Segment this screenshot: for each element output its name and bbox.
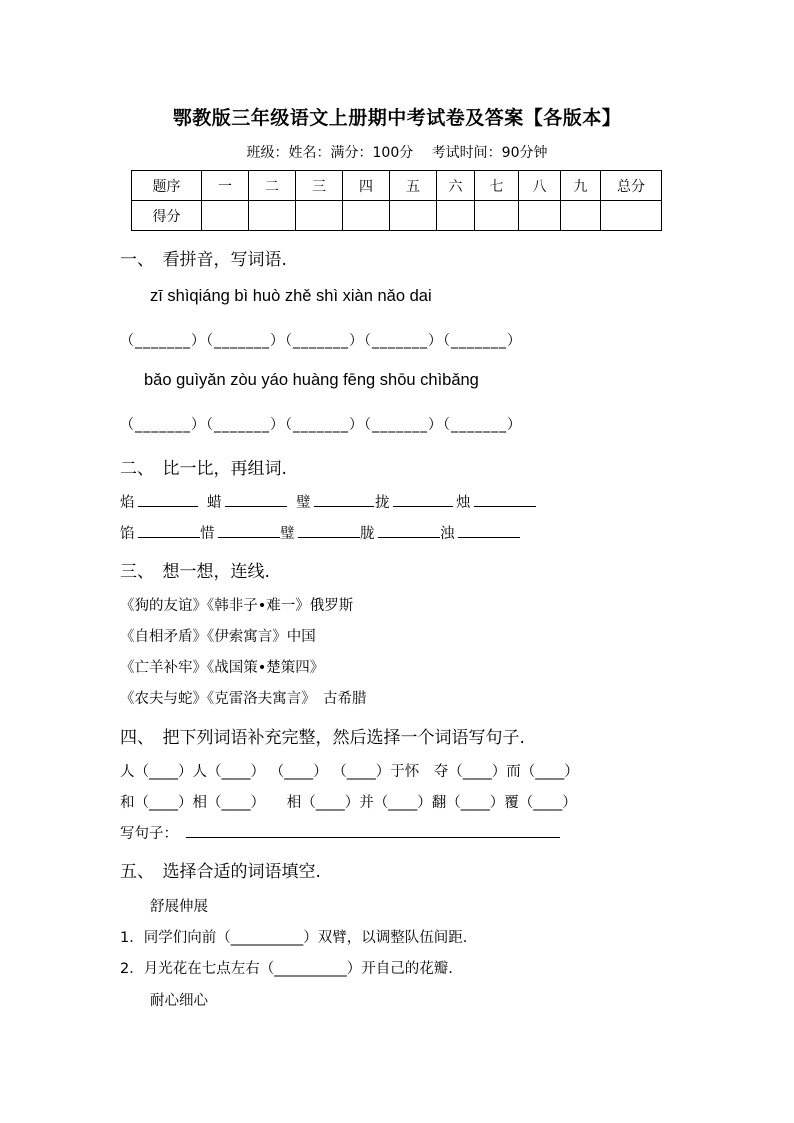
table-cell: 一 bbox=[202, 171, 249, 201]
answer-line[interactable] bbox=[225, 506, 287, 507]
sentence-label: 写句子： bbox=[120, 826, 178, 842]
answer-blanks-2[interactable]: （_______）（_______）（_______）（_______）（_______） bbox=[120, 417, 522, 433]
sentence-answer-line[interactable] bbox=[186, 837, 560, 838]
answer-line[interactable] bbox=[314, 506, 374, 507]
idiom-row-2[interactable]: 和（____）相（____） 相（____）并（____）翻（____）覆（____） bbox=[120, 795, 577, 811]
table-cell: 九 bbox=[561, 171, 601, 201]
compare-char: 浊 bbox=[440, 526, 455, 542]
score-input-cell[interactable] bbox=[437, 201, 475, 231]
exam-info: 班级：姓名：满分：100分 考试时间：90分钟 bbox=[246, 145, 548, 161]
score-input-cell[interactable] bbox=[249, 201, 296, 231]
score-input-cell[interactable] bbox=[519, 201, 561, 231]
table-cell: 六 bbox=[437, 171, 475, 201]
compare-char: 拢 bbox=[375, 495, 390, 511]
match-line: 《亡羊补牢》《战国策•楚策四》 bbox=[120, 660, 325, 676]
table-cell: 五 bbox=[390, 171, 437, 201]
answer-line[interactable] bbox=[458, 537, 520, 538]
table-cell: 四 bbox=[343, 171, 390, 201]
answer-line[interactable] bbox=[138, 537, 200, 538]
compare-char: 胧 bbox=[360, 526, 375, 542]
answer-line[interactable] bbox=[378, 537, 440, 538]
table-cell: 七 bbox=[475, 171, 519, 201]
compare-char: 璧 bbox=[296, 495, 311, 511]
answer-blanks-1[interactable]: （_______）（_______）（_______）（_______）（_______） bbox=[120, 333, 522, 349]
answer-line[interactable] bbox=[474, 506, 536, 507]
section-3-heading: 三、 想一想，连线. bbox=[120, 562, 270, 582]
score-input-cell[interactable] bbox=[202, 201, 249, 231]
score-table-score-row bbox=[132, 201, 662, 231]
idiom-row-1[interactable]: 人（____）人（____） （____） （____）于怀 夺（____）而（____） bbox=[120, 764, 579, 780]
score-input-cell[interactable] bbox=[475, 201, 519, 231]
compare-char: 蜡 bbox=[207, 495, 222, 511]
compare-char: 焰 bbox=[120, 495, 135, 511]
table-cell: 二 bbox=[249, 171, 296, 201]
section-5-heading: 五、 选择合适的词语填空. bbox=[120, 862, 321, 882]
compare-char: 烛 bbox=[456, 495, 471, 511]
answer-line[interactable] bbox=[393, 506, 453, 507]
score-table-header-row bbox=[132, 171, 662, 201]
section-1-heading: 一、 看拼音，写词语. bbox=[120, 250, 287, 270]
word-choices: 舒展伸展 bbox=[150, 899, 208, 915]
score-input-cell[interactable] bbox=[561, 201, 601, 231]
answer-line[interactable] bbox=[218, 537, 280, 538]
table-cell: 题序 bbox=[132, 171, 202, 201]
word-choices: 耐心细心 bbox=[150, 993, 208, 1009]
table-cell: 三 bbox=[296, 171, 343, 201]
score-input-cell[interactable] bbox=[343, 201, 390, 231]
answer-line[interactable] bbox=[138, 506, 198, 507]
match-line: 《狗的友谊》《韩非子•难一》俄罗斯 bbox=[120, 598, 354, 614]
compare-char: 惜 bbox=[200, 526, 215, 542]
score-input-cell[interactable] bbox=[296, 201, 343, 231]
fill-question[interactable]: 1．同学们向前（__________）双臂，以调整队伍间距. bbox=[120, 930, 468, 946]
score-input-cell[interactable] bbox=[390, 201, 437, 231]
score-input-cell[interactable] bbox=[601, 201, 662, 231]
match-line: 《农夫与蛇》《克雷洛夫寓言》 古希腊 bbox=[120, 691, 367, 707]
table-cell: 得分 bbox=[132, 201, 202, 231]
score-table bbox=[131, 170, 662, 231]
compare-char: 馅 bbox=[120, 526, 135, 542]
compare-char: 璧 bbox=[280, 526, 295, 542]
answer-line[interactable] bbox=[298, 537, 360, 538]
pinyin-line-2: bǎo guìyǎn zòu yáo huàng fēng shōu chìbǎng bbox=[144, 371, 479, 389]
page-title: 鄂教版三年级语文上册期中考试卷及答案【各版本】 bbox=[172, 107, 622, 129]
fill-question[interactable]: 2．月光花在七点左右（__________）开自己的花瓣. bbox=[120, 961, 453, 977]
table-cell: 总分 bbox=[601, 171, 662, 201]
match-line: 《自相矛盾》《伊索寓言》中国 bbox=[120, 629, 316, 645]
pinyin-line-1: zī shìqiáng bì huò zhě shì xiàn nǎo dai bbox=[150, 287, 432, 305]
section-4-heading: 四、 把下列词语补充完整，然后选择一个词语写句子. bbox=[120, 728, 525, 748]
table-cell: 八 bbox=[519, 171, 561, 201]
section-2-heading: 二、 比一比，再组词. bbox=[120, 459, 287, 479]
